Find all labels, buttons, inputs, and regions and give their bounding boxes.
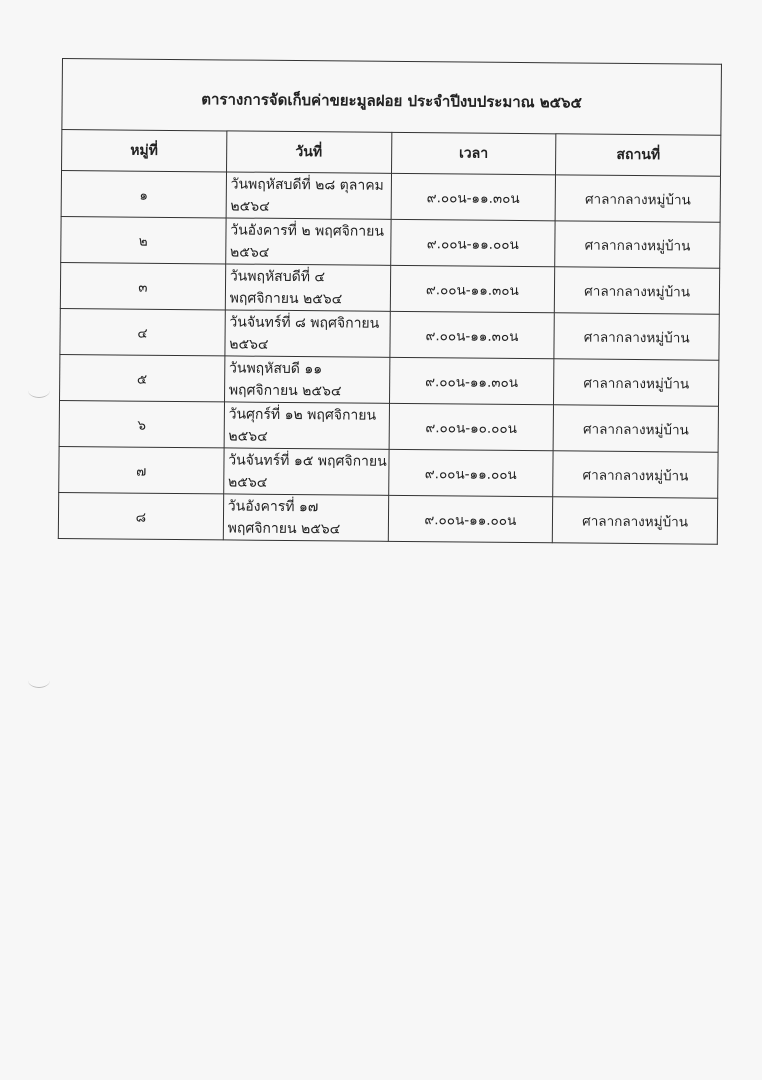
table-row: [61, 216, 720, 268]
punch-hole-mark: [28, 383, 50, 398]
header-time: เวลา: [391, 132, 556, 174]
cell-time: ๙.๐๐น-๑๑.๓๐น: [391, 173, 556, 220]
schedule-table-wrapper: [58, 58, 722, 545]
cell-moo: ๓: [60, 262, 225, 309]
schedule-table: [58, 58, 722, 545]
table-row: [60, 354, 719, 406]
table-row: [59, 446, 718, 498]
cell-moo: ๗: [59, 446, 224, 493]
cell-place: ศาลากลางหมู่บ้าน: [553, 497, 718, 544]
cell-date: วันพฤหัสบดีที่ ๒๘ ตุลาคม ๒๕๖๔: [226, 172, 391, 219]
cell-date: วันอังคารที่ ๒ พฤศจิกายน ๒๕๖๔: [225, 218, 390, 265]
cell-time: ๙.๐๐น-๑๑.๐๐น: [388, 495, 553, 542]
title-row: [62, 59, 722, 136]
cell-time: ๙.๐๐น-๑๑.๓๐น: [390, 265, 555, 312]
cell-date: วันศุกร์ที่ ๑๒ พฤศจิกายน ๒๕๖๔: [224, 402, 389, 449]
cell-moo: ๑: [61, 171, 226, 218]
header-date: วันที่: [226, 131, 391, 173]
table-body: [58, 171, 720, 545]
cell-time: ๙.๐๐น-๑๑.๐๐น: [388, 449, 553, 496]
cell-time: ๙.๐๐น-๑๐.๐๐น: [389, 403, 554, 450]
cell-place: ศาลากลางหมู่บ้าน: [554, 313, 719, 360]
punch-hole-mark: [28, 673, 50, 688]
cell-moo: ๖: [59, 400, 224, 447]
cell-moo: ๘: [58, 492, 223, 539]
table-row: [60, 262, 719, 314]
cell-date: วันอังคารที่ ๑๗ พฤศจิกายน ๒๕๖๔: [223, 494, 388, 541]
table-row: [59, 400, 718, 452]
cell-date: วันพฤหัสบดี ๑๑ พฤศจิกายน ๒๕๖๔: [224, 356, 389, 403]
cell-place: ศาลากลางหมู่บ้าน: [554, 359, 719, 406]
cell-place: ศาลากลางหมู่บ้าน: [555, 221, 720, 268]
header-place: สถานที่: [556, 134, 721, 176]
cell-time: ๙.๐๐น-๑๑.๓๐น: [389, 357, 554, 404]
cell-moo: ๔: [60, 308, 225, 355]
cell-date: วันพฤหัสบดีที่ ๔ พฤศจิกายน ๒๕๖๔: [225, 264, 390, 311]
cell-date: วันจันทร์ที่ ๘ พฤศจิกายน ๒๕๖๔: [225, 310, 390, 357]
cell-place: ศาลากลางหมู่บ้าน: [553, 405, 718, 452]
header-row: [62, 130, 721, 177]
cell-moo: ๕: [60, 354, 225, 401]
cell-place: ศาลากลางหมู่บ้าน: [553, 451, 718, 498]
cell-time: ๙.๐๐น-๑๑.๐๐น: [390, 219, 555, 266]
cell-time: ๙.๐๐น-๑๑.๓๐น: [389, 311, 554, 358]
table-title: ตารางการจัดเก็บค่าขยะมูลฝอย ประจำปีงบประมาณ ๒๕๖๕: [62, 59, 722, 136]
table-row: [61, 171, 720, 223]
header-moo: หมู่ที่: [62, 130, 227, 172]
cell-date: วันจันทร์ที่ ๑๕ พฤศจิกายน ๒๕๖๔: [223, 448, 388, 495]
table-row: [58, 492, 717, 544]
cell-place: ศาลากลางหมู่บ้าน: [555, 267, 720, 314]
table-row: [60, 308, 719, 360]
cell-moo: ๒: [61, 216, 226, 263]
cell-place: ศาลากลางหมู่บ้าน: [555, 175, 720, 222]
